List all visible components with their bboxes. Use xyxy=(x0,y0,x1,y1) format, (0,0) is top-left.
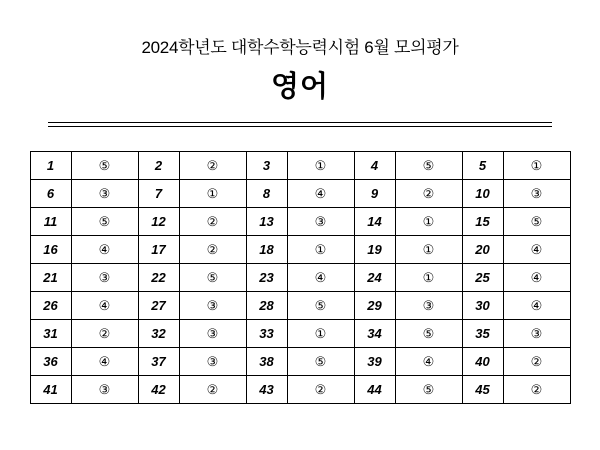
answer-value xyxy=(179,292,246,320)
subject-title: 영어 xyxy=(270,71,330,104)
question-number: 39 xyxy=(354,348,395,376)
answer-value xyxy=(395,208,462,236)
answer-value xyxy=(71,320,138,348)
circled-number-glyph: ③ xyxy=(98,382,111,398)
question-number: 24 xyxy=(354,264,395,292)
question-number: 26 xyxy=(30,292,71,320)
answer-value xyxy=(179,264,246,292)
question-number: 17 xyxy=(138,236,179,264)
answer-value xyxy=(71,264,138,292)
question-number: 14 xyxy=(354,208,395,236)
circled-number-glyph: ④ xyxy=(314,186,327,202)
circled-number-glyph: ④ xyxy=(530,298,543,314)
question-number: 37 xyxy=(138,348,179,376)
circled-number-glyph: ① xyxy=(422,214,435,230)
question-number: 35 xyxy=(462,320,503,348)
answer-value xyxy=(395,236,462,264)
question-number: 9 xyxy=(354,180,395,208)
question-number: 42 xyxy=(138,376,179,404)
circled-number-glyph: ③ xyxy=(206,298,219,314)
circled-number-glyph: ⑤ xyxy=(206,270,219,286)
circled-number-glyph: ① xyxy=(206,186,219,202)
circled-number-glyph: ⑤ xyxy=(314,298,327,314)
circled-number-glyph: ② xyxy=(206,214,219,230)
table-row xyxy=(30,376,570,404)
question-number: 4 xyxy=(354,152,395,180)
circled-number-glyph: ③ xyxy=(530,186,543,202)
answer-value xyxy=(395,264,462,292)
answer-value xyxy=(287,208,354,236)
question-number: 12 xyxy=(138,208,179,236)
question-number: 32 xyxy=(138,320,179,348)
answer-value xyxy=(503,152,570,180)
circled-number-glyph: ② xyxy=(530,354,543,370)
circled-number-glyph: ④ xyxy=(98,354,111,370)
answer-table xyxy=(30,151,571,404)
circled-number-glyph: ④ xyxy=(422,354,435,370)
divider xyxy=(0,122,600,127)
circled-number-glyph: ② xyxy=(206,158,219,174)
answer-value xyxy=(179,152,246,180)
question-number: 33 xyxy=(246,320,287,348)
table-row xyxy=(30,348,570,376)
answer-value xyxy=(71,208,138,236)
question-number: 2 xyxy=(138,152,179,180)
question-number: 19 xyxy=(354,236,395,264)
circled-number-glyph: ② xyxy=(530,382,543,398)
answer-value xyxy=(395,180,462,208)
answer-value xyxy=(395,348,462,376)
circled-number-glyph: ⑤ xyxy=(530,214,543,230)
question-number: 27 xyxy=(138,292,179,320)
question-number: 11 xyxy=(30,208,71,236)
answer-value xyxy=(503,320,570,348)
circled-number-glyph: ① xyxy=(422,270,435,286)
answer-value xyxy=(179,348,246,376)
question-number: 43 xyxy=(246,376,287,404)
document-header xyxy=(0,0,600,104)
answer-value xyxy=(179,208,246,236)
question-number: 16 xyxy=(30,236,71,264)
question-number: 31 xyxy=(30,320,71,348)
circled-number-glyph: ① xyxy=(314,326,327,342)
table-row xyxy=(30,236,570,264)
circled-number-glyph: ⑤ xyxy=(422,158,435,174)
question-number: 45 xyxy=(462,376,503,404)
circled-number-glyph: ③ xyxy=(98,270,111,286)
answer-value xyxy=(287,320,354,348)
circled-number-glyph: ③ xyxy=(206,354,219,370)
answer-value xyxy=(503,180,570,208)
question-number: 30 xyxy=(462,292,503,320)
circled-number-glyph: ⑤ xyxy=(98,214,111,230)
circled-number-glyph: ⑤ xyxy=(422,382,435,398)
question-number: 22 xyxy=(138,264,179,292)
circled-number-glyph: ① xyxy=(314,242,327,258)
circled-number-glyph: ④ xyxy=(98,298,111,314)
table-row xyxy=(30,180,570,208)
table-row xyxy=(30,208,570,236)
question-number: 18 xyxy=(246,236,287,264)
answer-value xyxy=(503,264,570,292)
question-number: 20 xyxy=(462,236,503,264)
answer-value xyxy=(71,348,138,376)
question-number: 5 xyxy=(462,152,503,180)
circled-number-glyph: ① xyxy=(422,242,435,258)
answer-value xyxy=(179,320,246,348)
table-row xyxy=(30,320,570,348)
answer-value xyxy=(395,376,462,404)
table-row xyxy=(30,152,570,180)
circled-number-glyph: ① xyxy=(530,158,543,174)
question-number: 7 xyxy=(138,180,179,208)
circled-number-glyph: ③ xyxy=(98,186,111,202)
question-number: 13 xyxy=(246,208,287,236)
answer-value xyxy=(179,180,246,208)
answer-value xyxy=(71,236,138,264)
answer-value xyxy=(287,152,354,180)
question-number: 29 xyxy=(354,292,395,320)
question-number: 15 xyxy=(462,208,503,236)
circled-number-glyph: ② xyxy=(206,382,219,398)
question-number: 25 xyxy=(462,264,503,292)
answer-value xyxy=(395,292,462,320)
answer-value xyxy=(503,236,570,264)
answer-value xyxy=(287,236,354,264)
circled-number-glyph: ② xyxy=(98,326,111,342)
circled-number-glyph: ③ xyxy=(314,214,327,230)
question-number: 21 xyxy=(30,264,71,292)
answer-value xyxy=(287,292,354,320)
question-number: 38 xyxy=(246,348,287,376)
answer-value xyxy=(395,320,462,348)
circled-number-glyph: ⑤ xyxy=(422,326,435,342)
question-number: 34 xyxy=(354,320,395,348)
answer-value xyxy=(179,376,246,404)
answer-value xyxy=(503,292,570,320)
circled-number-glyph: ⑤ xyxy=(314,354,327,370)
question-number: 36 xyxy=(30,348,71,376)
circled-number-glyph: ③ xyxy=(530,326,543,342)
circled-number-glyph: ① xyxy=(314,158,327,174)
circled-number-glyph: ③ xyxy=(422,298,435,314)
circled-number-glyph: ② xyxy=(206,242,219,258)
circled-number-glyph: ④ xyxy=(530,242,543,258)
answer-value xyxy=(287,348,354,376)
answer-value xyxy=(287,264,354,292)
circled-number-glyph: ④ xyxy=(98,242,111,258)
answer-value xyxy=(71,376,138,404)
question-number: 28 xyxy=(246,292,287,320)
question-number: 8 xyxy=(246,180,287,208)
circled-number-glyph: ② xyxy=(314,382,327,398)
answer-table-container xyxy=(0,151,600,404)
question-number: 3 xyxy=(246,152,287,180)
answer-value xyxy=(71,152,138,180)
answer-value xyxy=(71,180,138,208)
question-number: 10 xyxy=(462,180,503,208)
answer-value xyxy=(503,348,570,376)
page-title: 2024학년도 대학수학능력시험 6월 모의평가 xyxy=(141,38,459,57)
circled-number-glyph: ② xyxy=(422,186,435,202)
question-number: 40 xyxy=(462,348,503,376)
answer-value xyxy=(179,236,246,264)
answer-value xyxy=(395,152,462,180)
circled-number-glyph: ④ xyxy=(314,270,327,286)
divider-line xyxy=(48,122,552,127)
answer-value xyxy=(287,376,354,404)
circled-number-glyph: ④ xyxy=(530,270,543,286)
question-number: 44 xyxy=(354,376,395,404)
answer-value xyxy=(71,292,138,320)
answer-value xyxy=(503,208,570,236)
question-number: 6 xyxy=(30,180,71,208)
table-row xyxy=(30,264,570,292)
question-number: 1 xyxy=(30,152,71,180)
answer-value xyxy=(503,376,570,404)
question-number: 23 xyxy=(246,264,287,292)
question-number: 41 xyxy=(30,376,71,404)
circled-number-glyph: ⑤ xyxy=(98,158,111,174)
table-row xyxy=(30,292,570,320)
circled-number-glyph: ③ xyxy=(206,326,219,342)
answer-value xyxy=(287,180,354,208)
